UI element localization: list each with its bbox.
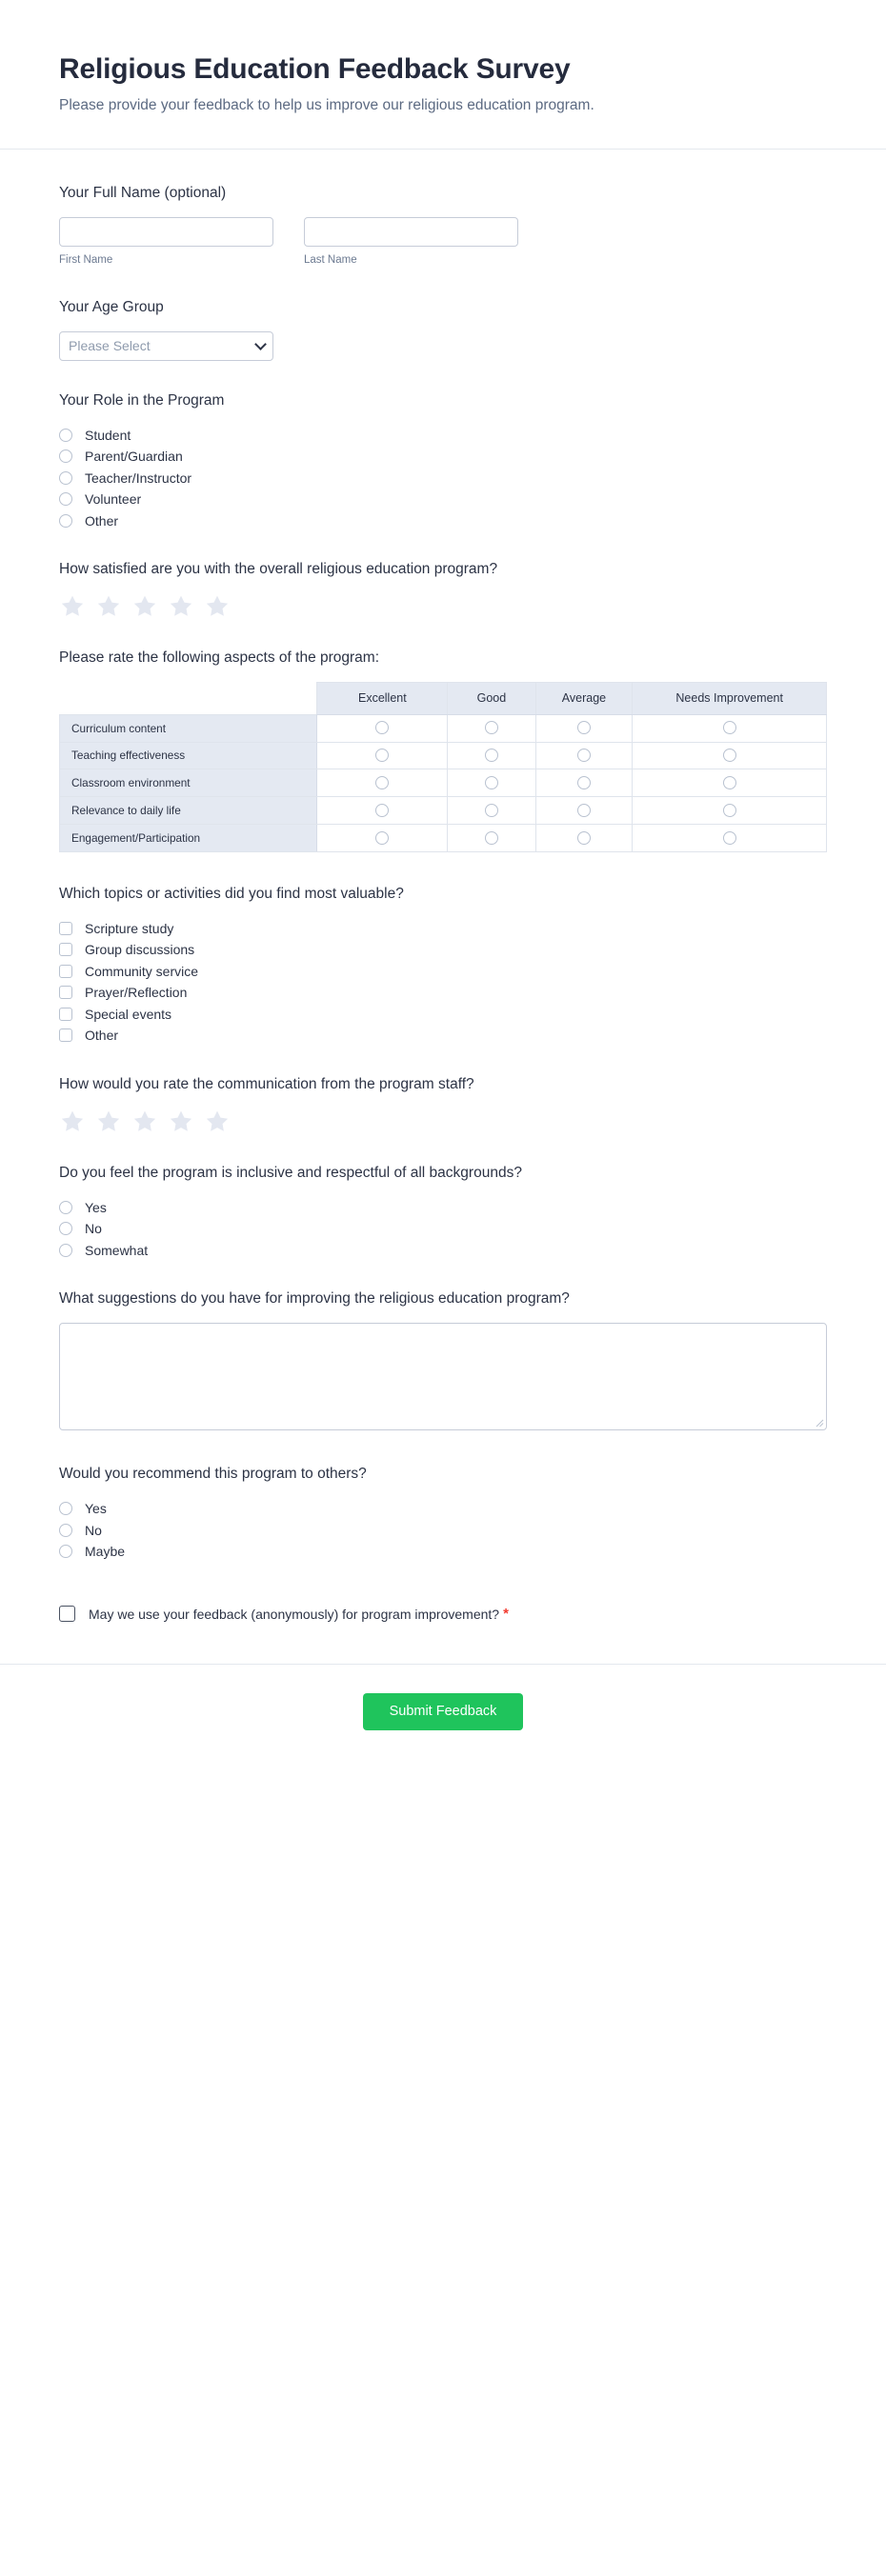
radio-icon[interactable] — [723, 749, 736, 762]
matrix-cell[interactable] — [317, 714, 448, 742]
inclusive-option-yes[interactable] — [59, 1197, 827, 1219]
topic-option-label: Special events — [85, 1006, 172, 1022]
topic-option-other[interactable] — [59, 1025, 827, 1047]
radio-icon[interactable] — [485, 721, 498, 734]
radio-icon[interactable] — [485, 749, 498, 762]
satisfaction-star-rating[interactable] — [59, 593, 827, 620]
aspects-rating-matrix — [59, 682, 827, 852]
star-icon-2[interactable] — [95, 593, 122, 620]
topic-option-label: Prayer/Reflection — [85, 985, 188, 1001]
radio-icon[interactable] — [59, 1222, 72, 1235]
matrix-row-label: Relevance to daily life — [60, 797, 317, 825]
full-name-label: Your Full Name (optional) — [59, 184, 227, 201]
radio-icon[interactable] — [723, 831, 736, 845]
satisfaction-label: How satisfied are you with the overall religious education program? — [59, 560, 498, 577]
radio-icon[interactable] — [59, 514, 72, 528]
field-full-name — [59, 184, 827, 266]
matrix-col-average: Average — [535, 682, 633, 714]
matrix-cell[interactable] — [317, 742, 448, 769]
checkbox-icon[interactable] — [59, 965, 72, 978]
consent-checkbox-icon[interactable] — [59, 1606, 75, 1622]
matrix-cell[interactable] — [535, 742, 633, 769]
matrix-cell[interactable] — [317, 797, 448, 825]
matrix-cell[interactable] — [633, 714, 827, 742]
field-aspects-matrix — [59, 649, 827, 852]
age-group-select-wrap — [59, 331, 273, 361]
page-title: Religious Education Feedback Survey — [59, 53, 571, 85]
matrix-head — [60, 682, 827, 714]
topics-label: Which topics or activities did you find most valuable? — [59, 885, 404, 902]
radio-icon[interactable] — [723, 721, 736, 734]
age-group-select[interactable] — [59, 331, 273, 361]
star-icon-5[interactable] — [204, 1108, 231, 1135]
checkbox-icon[interactable] — [59, 1028, 72, 1042]
matrix-cell[interactable] — [535, 769, 633, 797]
field-inclusive — [59, 1164, 827, 1261]
matrix-col-needs-improvement: Needs Improvement — [633, 682, 827, 714]
inclusive-option-somewhat[interactable] — [59, 1240, 827, 1262]
checkbox-icon[interactable] — [59, 943, 72, 956]
topic-option-label: Other — [85, 1028, 119, 1044]
matrix-header-row — [60, 682, 827, 714]
topic-option-label: Community service — [85, 963, 199, 979]
topics-options — [59, 918, 827, 1047]
role-option-label: Other — [85, 512, 119, 529]
star-icon-3[interactable] — [131, 1108, 158, 1135]
page-subtitle: Please provide your feedback to help us improve our religious education program. — [59, 97, 594, 113]
checkbox-icon[interactable] — [59, 922, 72, 935]
suggestions-label: What suggestions do you have for improving the religious education program? — [59, 1290, 570, 1308]
topic-option-label: Group discussions — [85, 942, 195, 958]
radio-icon[interactable] — [577, 776, 591, 789]
role-options — [59, 424, 827, 531]
radio-icon[interactable] — [375, 721, 389, 734]
recommend-option-label: Maybe — [85, 1544, 126, 1560]
role-option-label: Volunteer — [85, 491, 142, 508]
field-role — [59, 391, 827, 531]
recommend-option-no[interactable] — [59, 1519, 827, 1541]
matrix-cell[interactable] — [448, 797, 535, 825]
matrix-cell[interactable] — [535, 824, 633, 851]
field-recommend — [59, 1465, 827, 1562]
table-row — [60, 824, 827, 851]
matrix-cell[interactable] — [535, 797, 633, 825]
topic-option-group-discussions[interactable] — [59, 939, 827, 961]
first-name-input[interactable] — [59, 217, 273, 247]
matrix-cell[interactable] — [448, 824, 535, 851]
radio-icon[interactable] — [59, 492, 72, 506]
radio-icon[interactable] — [485, 831, 498, 845]
first-name-col — [59, 217, 273, 266]
checkbox-icon[interactable] — [59, 986, 72, 999]
star-icon-1[interactable] — [59, 593, 86, 620]
topic-option-label: Scripture study — [85, 920, 174, 936]
matrix-cell[interactable] — [317, 824, 448, 851]
communication-label: How would you rate the communication from the program staff? — [59, 1075, 474, 1092]
radio-icon[interactable] — [485, 804, 498, 817]
field-consent — [59, 1606, 827, 1622]
topic-option-community-service[interactable] — [59, 961, 827, 983]
field-communication-rating — [59, 1075, 827, 1135]
checkbox-icon[interactable] — [59, 1008, 72, 1021]
radio-icon[interactable] — [723, 804, 736, 817]
radio-icon[interactable] — [375, 749, 389, 762]
radio-icon[interactable] — [577, 721, 591, 734]
inclusive-option-no[interactable] — [59, 1218, 827, 1240]
radio-icon[interactable] — [577, 749, 591, 762]
matrix-body — [60, 714, 827, 851]
radio-icon[interactable] — [59, 471, 72, 485]
radio-icon[interactable] — [375, 776, 389, 789]
last-name-col — [304, 217, 518, 266]
matrix-label: Please rate the following aspects of the program: — [59, 649, 380, 666]
inclusive-option-label: Yes — [85, 1199, 107, 1215]
table-row — [60, 742, 827, 769]
radio-icon[interactable] — [577, 804, 591, 817]
radio-icon[interactable] — [375, 831, 389, 845]
recommend-option-label: Yes — [85, 1501, 107, 1517]
required-asterisk: * — [503, 1606, 509, 1623]
suggestions-textarea[interactable] — [59, 1323, 827, 1430]
table-row — [60, 714, 827, 742]
radio-icon[interactable] — [59, 1244, 72, 1257]
radio-icon[interactable] — [485, 776, 498, 789]
matrix-row-label: Classroom environment — [60, 769, 317, 797]
matrix-cell[interactable] — [633, 769, 827, 797]
role-option-volunteer[interactable] — [59, 489, 827, 510]
field-suggestions — [59, 1289, 827, 1430]
matrix-cell[interactable] — [633, 824, 827, 851]
consent-label: May we use your feedback (anonymously) for program improvement? — [89, 1606, 500, 1622]
form-body — [0, 150, 886, 1623]
matrix-cell[interactable] — [633, 742, 827, 769]
recommend-label: Would you recommend this program to others? — [59, 1465, 367, 1482]
matrix-row-label: Curriculum content — [60, 714, 317, 742]
form-footer — [0, 1664, 886, 1768]
matrix-corner-cell — [60, 682, 317, 714]
inclusive-options — [59, 1197, 827, 1262]
radio-icon[interactable] — [59, 1545, 72, 1558]
matrix-cell[interactable] — [633, 797, 827, 825]
star-icon-2[interactable] — [95, 1108, 122, 1135]
inclusive-option-label: No — [85, 1221, 102, 1237]
radio-icon[interactable] — [59, 1502, 72, 1515]
matrix-cell[interactable] — [317, 769, 448, 797]
inclusive-option-label: Somewhat — [85, 1242, 149, 1258]
field-valuable-topics — [59, 885, 827, 1047]
role-option-other[interactable] — [59, 509, 827, 531]
radio-icon[interactable] — [577, 831, 591, 845]
matrix-cell[interactable] — [448, 714, 535, 742]
role-option-teacher-instructor[interactable] — [59, 467, 827, 489]
topic-option-scripture-study[interactable] — [59, 918, 827, 940]
recommend-option-yes[interactable] — [59, 1498, 827, 1520]
age-group-selected-value: Please Select — [69, 338, 151, 354]
topic-option-special-events[interactable] — [59, 1004, 827, 1026]
recommend-option-label: No — [85, 1522, 102, 1538]
suggestions-textarea-wrap — [59, 1323, 827, 1430]
matrix-row-label: Engagement/Participation — [60, 824, 317, 851]
first-name-sublabel: First Name — [59, 253, 113, 266]
topic-option-prayer-reflection[interactable] — [59, 982, 827, 1004]
radio-icon[interactable] — [59, 1524, 72, 1537]
star-icon-4[interactable] — [168, 593, 194, 620]
radio-icon[interactable] — [59, 449, 72, 463]
radio-icon[interactable] — [59, 429, 72, 442]
table-row — [60, 797, 827, 825]
table-row — [60, 769, 827, 797]
matrix-cell[interactable] — [448, 742, 535, 769]
radio-icon[interactable] — [375, 804, 389, 817]
role-option-parent-guardian[interactable] — [59, 446, 827, 468]
communication-star-rating[interactable] — [59, 1108, 827, 1135]
recommend-options — [59, 1498, 827, 1563]
age-group-label: Your Age Group — [59, 298, 164, 315]
field-satisfaction-rating — [59, 560, 827, 620]
last-name-sublabel: Last Name — [304, 253, 357, 266]
role-option-student[interactable] — [59, 424, 827, 446]
inclusive-label: Do you feel the program is inclusive and respectful of all backgrounds? — [59, 1164, 522, 1181]
field-age-group — [59, 298, 827, 361]
role-option-label: Teacher/Instructor — [85, 469, 192, 486]
matrix-cell[interactable] — [535, 714, 633, 742]
role-option-label: Student — [85, 427, 131, 443]
submit-feedback-button[interactable]: Submit Feedback — [363, 1693, 524, 1730]
radio-icon[interactable] — [59, 1201, 72, 1214]
name-row — [59, 217, 827, 266]
recommend-option-maybe[interactable] — [59, 1541, 827, 1563]
last-name-input[interactable] — [304, 217, 518, 247]
form-header — [0, 0, 886, 150]
star-icon-1[interactable] — [59, 1108, 86, 1135]
matrix-row-label: Teaching effectiveness — [60, 742, 317, 769]
star-icon-3[interactable] — [131, 593, 158, 620]
role-option-label: Parent/Guardian — [85, 449, 183, 465]
radio-icon[interactable] — [723, 776, 736, 789]
matrix-col-excellent: Excellent — [317, 682, 448, 714]
role-label: Your Role in the Program — [59, 391, 225, 409]
star-icon-4[interactable] — [168, 1108, 194, 1135]
star-icon-5[interactable] — [204, 593, 231, 620]
matrix-cell[interactable] — [448, 769, 535, 797]
matrix-col-good: Good — [448, 682, 535, 714]
